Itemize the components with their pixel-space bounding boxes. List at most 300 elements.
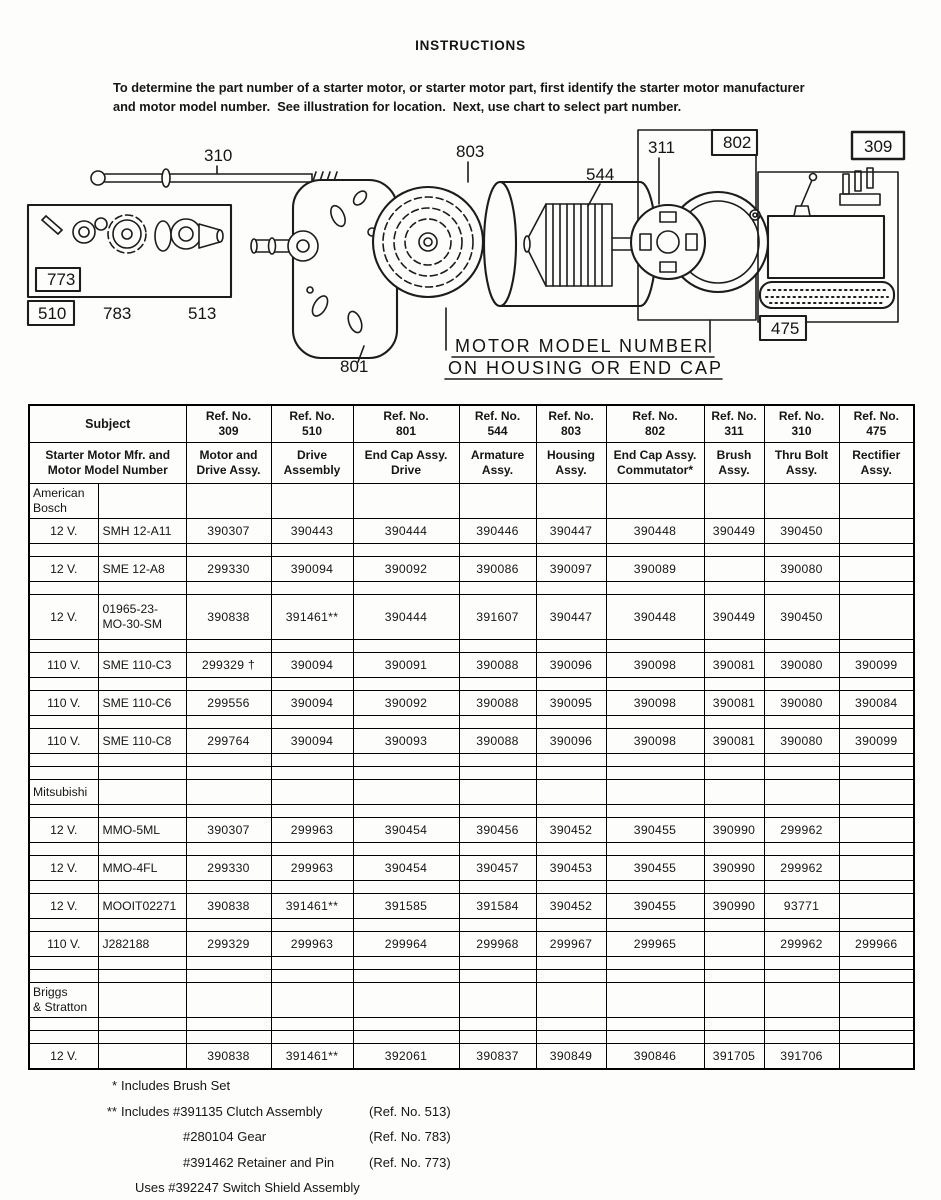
subject-subheader [29, 443, 186, 484]
table-cell [536, 780, 606, 805]
table-cell [271, 856, 353, 881]
spacer-cell [29, 970, 98, 983]
table-row [29, 818, 914, 843]
table-cell [271, 557, 353, 582]
callout-801: 801 [340, 357, 369, 376]
spacer-cell [186, 881, 271, 894]
cell-line: 390096 [549, 733, 593, 748]
table-cell [704, 818, 764, 843]
spacer-cell [271, 754, 353, 767]
spacer-cell [704, 919, 764, 932]
table-cell [606, 780, 704, 805]
cell-line: 390449 [712, 609, 756, 624]
table-cell [536, 983, 606, 1018]
table-cell [764, 932, 839, 957]
retainer-pin-drawing [42, 216, 62, 234]
callout-803: 803 [456, 142, 485, 161]
cell-line: 390081 [712, 733, 756, 748]
cell-line: 390452 [549, 898, 593, 913]
table-row [29, 519, 914, 544]
gear-drawing [108, 215, 146, 253]
table-cell [606, 484, 704, 519]
table-cell [271, 519, 353, 544]
table-cell [98, 780, 186, 805]
table-cell [271, 484, 353, 519]
manufacturer-label [29, 780, 98, 805]
cell-line: J282188 [102, 936, 150, 951]
cell-line: 391461** [285, 898, 339, 913]
table-cell [459, 983, 536, 1018]
spacer-cell [29, 957, 98, 970]
col-header-desc [536, 443, 606, 484]
table-cell [98, 557, 186, 582]
spacer-cell [353, 957, 459, 970]
spacer-cell [271, 716, 353, 729]
spacer-cell [459, 1018, 536, 1031]
spacer-cell [764, 970, 839, 983]
cell-line: 390088 [476, 657, 519, 672]
cell-line: 93771 [783, 898, 820, 913]
table-cell [606, 595, 704, 640]
spacer-cell [98, 805, 186, 818]
cell-line: 390447 [549, 523, 593, 538]
manufacturer-line: American [33, 486, 85, 500]
spacer-cell [459, 805, 536, 818]
table-cell [459, 595, 536, 640]
spacer-cell [186, 843, 271, 856]
spacer-cell [98, 957, 186, 970]
cell-line: 390448 [633, 523, 677, 538]
table-cell [764, 818, 839, 843]
table-cell [353, 484, 459, 519]
cell-line: 390849 [549, 1048, 593, 1063]
spacer-cell [353, 544, 459, 557]
table-cell [459, 780, 536, 805]
cell-line: 390450 [780, 523, 823, 538]
col-header-desc [606, 443, 704, 484]
group-row [29, 484, 914, 519]
intro-line-2: and motor model number. See illustration for location. Next, use chart to select part number. [113, 99, 682, 114]
cell-line: 391584 [476, 898, 519, 913]
table-cell [186, 983, 271, 1018]
cell-line: 390453 [549, 860, 593, 875]
spacer-cell [704, 754, 764, 767]
cell-line: 390088 [476, 695, 519, 710]
table-cell [29, 818, 98, 843]
spacer-cell [459, 1031, 536, 1044]
table-cell [98, 653, 186, 678]
spacer-cell [536, 970, 606, 983]
callout-475: 475 [771, 319, 800, 338]
spacer-cell [764, 716, 839, 729]
table-cell [353, 780, 459, 805]
desc-line: End Cap Assy. [613, 448, 697, 462]
cell-line: 299329 [207, 936, 250, 951]
spacer-cell [536, 919, 606, 932]
spacer-cell [606, 678, 704, 691]
table-cell [271, 932, 353, 957]
table-row [29, 653, 914, 678]
manufacturer-line: Briggs [33, 985, 68, 999]
callout-311: 311 [648, 138, 676, 157]
table-cell [764, 557, 839, 582]
spacer-cell [764, 919, 839, 932]
table-cell [704, 729, 764, 754]
spacer-cell [353, 970, 459, 983]
table-cell [606, 557, 704, 582]
spacer-cell [839, 767, 914, 780]
ref-label: Ref. No. [711, 409, 757, 423]
spacer-row [29, 582, 914, 595]
spacer-cell [536, 1031, 606, 1044]
spacer-cell [459, 754, 536, 767]
spacer-cell [459, 843, 536, 856]
spacer-cell [271, 678, 353, 691]
table-cell [29, 691, 98, 716]
table-cell [536, 557, 606, 582]
desc-line: Brush [716, 448, 752, 462]
spacer-cell [353, 881, 459, 894]
spacer-cell [186, 754, 271, 767]
table-cell [704, 983, 764, 1018]
callout-783: 783 [103, 304, 132, 323]
footnote-line [97, 1129, 617, 1155]
table-cell [536, 484, 606, 519]
table-cell [98, 484, 186, 519]
table-cell [271, 818, 353, 843]
table-row [29, 1044, 914, 1070]
table-cell [764, 484, 839, 519]
cell-line: 390098 [633, 733, 677, 748]
group-row [29, 780, 914, 805]
footnote-marker: ** [106, 1103, 117, 1119]
cell-line: 390080 [780, 733, 823, 748]
spacer-cell [98, 544, 186, 557]
cell-line: SME 110-C3 [102, 657, 172, 672]
table-cell [704, 856, 764, 881]
table-cell [839, 519, 914, 544]
intro-line-1: To determine the part number of a starter motor, or starter motor part, first identify the starter motor manufacturer [113, 80, 805, 95]
table-cell [98, 894, 186, 919]
table-cell [606, 932, 704, 957]
table-cell [704, 557, 764, 582]
spacer-cell [764, 767, 839, 780]
cell-line: 390444 [384, 609, 428, 624]
footnote-text: #280104 Gear [183, 1129, 267, 1145]
cell-line: 12 V. [50, 860, 78, 875]
table-cell [29, 856, 98, 881]
col-header-ref [271, 405, 353, 443]
cell-line: 110 V. [47, 733, 81, 748]
cell-line: 390096 [549, 657, 593, 672]
spacer-cell [704, 1031, 764, 1044]
table-cell [764, 1044, 839, 1070]
callout-513: 513 [188, 304, 217, 323]
cell-line: 12 V. [50, 1048, 78, 1063]
cell-line: 390091 [384, 657, 428, 672]
table-cell [271, 691, 353, 716]
table-cell [186, 595, 271, 640]
spacer-cell [536, 1018, 606, 1031]
cell-line: 390080 [780, 695, 823, 710]
cell-line: MOOIT02271 [102, 898, 177, 913]
spacer-cell [704, 970, 764, 983]
cell-line: 391607 [476, 609, 519, 624]
ref-number: 310 [791, 424, 812, 438]
drive-end-cap-drawing [251, 180, 397, 362]
cell-line: 390455 [633, 898, 677, 913]
table-cell [271, 894, 353, 919]
spacer-cell [704, 678, 764, 691]
col-header-desc [839, 443, 914, 484]
spacer-cell [98, 1031, 186, 1044]
group-row [29, 983, 914, 1018]
table-cell [353, 894, 459, 919]
ref-label: Ref. No. [205, 409, 252, 423]
table-cell [98, 932, 186, 957]
table-cell [459, 653, 536, 678]
spacer-cell [606, 919, 704, 932]
footnote-text: Uses #392247 Switch Shield Assembly [135, 1180, 360, 1196]
col-header-ref [606, 405, 704, 443]
table-cell [186, 653, 271, 678]
table-cell [459, 1044, 536, 1070]
table-header [29, 405, 914, 484]
table-cell [186, 856, 271, 881]
spacer-cell [606, 767, 704, 780]
cell-line: 390307 [207, 822, 250, 837]
table-cell [29, 557, 98, 582]
table-row [29, 932, 914, 957]
table-cell [704, 519, 764, 544]
spacer-cell [271, 544, 353, 557]
spacer-cell [839, 678, 914, 691]
desc-line: Rectifier [852, 448, 901, 462]
spacer-cell [271, 640, 353, 653]
table-cell [839, 557, 914, 582]
footnote-line [97, 1155, 617, 1181]
cell-line: MMO-4FL [102, 860, 158, 875]
cell-line: 299330 [207, 860, 250, 875]
table-cell [839, 484, 914, 519]
cell-line: 390449 [712, 523, 756, 538]
spacer-cell [98, 970, 186, 983]
table-cell [459, 932, 536, 957]
desc-line: Drive Assy. [196, 463, 261, 477]
table-cell [839, 729, 914, 754]
spacer-cell [536, 544, 606, 557]
spacer-cell [186, 640, 271, 653]
cell-line: 390846 [633, 1048, 677, 1063]
spacer-cell [764, 805, 839, 818]
spacer-cell [764, 640, 839, 653]
desc-line: Armature [470, 448, 525, 462]
desc-line: Assy. [481, 463, 514, 477]
table-cell [839, 780, 914, 805]
spacer-cell [606, 582, 704, 595]
spacer-cell [536, 640, 606, 653]
cell-line: 299962 [780, 822, 823, 837]
table-cell [353, 983, 459, 1018]
cell-line: 299966 [855, 936, 898, 951]
spacer-cell [353, 919, 459, 932]
desc-line: Thru Bolt [774, 448, 829, 462]
cell-line: 299968 [476, 936, 519, 951]
ref-label: Ref. No. [853, 409, 899, 423]
cell-line: 01965-23- [102, 602, 159, 616]
cell-line: 390455 [633, 860, 677, 875]
table-cell [29, 894, 98, 919]
table-cell [98, 856, 186, 881]
table-cell [536, 729, 606, 754]
table-cell [98, 595, 186, 640]
spacer-cell [839, 843, 914, 856]
desc-line: Drive [390, 463, 422, 477]
cell-line: 390837 [476, 1048, 519, 1063]
cell-line: 390094 [290, 695, 334, 710]
cell-line: 299965 [633, 936, 677, 951]
spacer-cell [353, 1018, 459, 1031]
cell-line: 390447 [549, 609, 593, 624]
spacer-cell [459, 919, 536, 932]
callout-773: 773 [47, 270, 76, 289]
cell-line: 299962 [780, 860, 823, 875]
spacer-cell [704, 640, 764, 653]
table-cell [606, 894, 704, 919]
table-cell [606, 856, 704, 881]
spacer-cell [536, 678, 606, 691]
footnote-line [97, 1078, 617, 1104]
spacer-cell [536, 716, 606, 729]
cell-line: 110 V. [47, 695, 81, 710]
callout-802: 802 [723, 133, 752, 152]
ref-number: 801 [395, 424, 417, 438]
cell-line: 390307 [207, 523, 250, 538]
col-header-ref [186, 405, 271, 443]
spacer-cell [459, 582, 536, 595]
cell-line: 390990 [712, 822, 756, 837]
spacer-cell [29, 640, 98, 653]
spacer-cell [704, 1018, 764, 1031]
spacer-cell [536, 881, 606, 894]
spacer-cell [459, 544, 536, 557]
spacer-cell [98, 767, 186, 780]
spacer-cell [839, 544, 914, 557]
exploded-parts-diagram [0, 120, 941, 405]
cell-line: 390443 [290, 523, 334, 538]
spacer-cell [29, 1018, 98, 1031]
table-cell [839, 932, 914, 957]
spacer-cell [606, 716, 704, 729]
spacer-cell [459, 716, 536, 729]
desc-line: Commutator* [616, 463, 693, 477]
spacer-cell [764, 678, 839, 691]
col-header-ref [704, 405, 764, 443]
cell-line: 390838 [207, 609, 250, 624]
table-cell [29, 595, 98, 640]
table-cell [764, 519, 839, 544]
spacer-cell [839, 1031, 914, 1044]
ref-number: 803 [560, 424, 582, 438]
table-cell [839, 653, 914, 678]
desc-line: Drive [296, 448, 328, 462]
table-row [29, 894, 914, 919]
manufacturer-label [29, 983, 98, 1018]
desc-line: Assy. [718, 463, 750, 477]
spacer-cell [186, 919, 271, 932]
cell-line: MO-30-SM [102, 617, 163, 631]
manufacturer-line: Mitsubishi [33, 784, 88, 799]
spacer-cell [271, 970, 353, 983]
spacer-row [29, 843, 914, 856]
cell-line: 391461** [285, 609, 339, 624]
spacer-cell [29, 919, 98, 932]
callout-310: 310 [204, 146, 233, 165]
col-header-desc [271, 443, 353, 484]
spacer-row [29, 919, 914, 932]
table-cell [29, 653, 98, 678]
cell-line: 390455 [633, 822, 677, 837]
spacer-cell [271, 919, 353, 932]
spacer-cell [839, 1018, 914, 1031]
table-cell [606, 729, 704, 754]
spacer-cell [29, 754, 98, 767]
spacer-cell [29, 805, 98, 818]
spacer-cell [271, 767, 353, 780]
spacer-cell [353, 767, 459, 780]
spacer-cell [271, 1031, 353, 1044]
col-header-ref [459, 405, 536, 443]
parts-table [28, 404, 915, 1070]
spacer-cell [98, 754, 186, 767]
ref-number: 309 [218, 424, 239, 438]
spacer-cell [839, 754, 914, 767]
clutch-assembly-drawing [155, 219, 223, 251]
footnote-ref: (Ref. No. 513) [369, 1103, 451, 1119]
spacer-cell [186, 678, 271, 691]
armature-drawing [524, 184, 649, 286]
table-cell [459, 729, 536, 754]
table-cell [839, 1044, 914, 1070]
footnote-line [97, 1104, 617, 1130]
spacer-cell [459, 767, 536, 780]
cell-line: 390098 [633, 657, 677, 672]
spacer-cell [839, 919, 914, 932]
ref-label: Ref. No. [778, 409, 825, 423]
spacer-cell [353, 805, 459, 818]
table-cell [186, 932, 271, 957]
spacer-cell [704, 767, 764, 780]
spacer-cell [704, 881, 764, 894]
footnote-ref: (Ref. No. 783) [369, 1129, 451, 1145]
cell-line: 390092 [384, 695, 428, 710]
table-row [29, 729, 914, 754]
spacer-cell [353, 582, 459, 595]
desc-line: Assy. [860, 463, 892, 477]
cell-line: 391461** [285, 1048, 339, 1063]
cell-line: 390080 [780, 561, 823, 576]
table-cell [704, 932, 764, 957]
cell-line: 299963 [290, 822, 334, 837]
cell-line: 390446 [476, 523, 519, 538]
table-cell [764, 780, 839, 805]
spacer-cell [459, 970, 536, 983]
col-header-ref [764, 405, 839, 443]
cell-line: 299967 [549, 936, 593, 951]
table-cell [29, 1044, 98, 1070]
spacer-row [29, 716, 914, 729]
spacer-row [29, 1031, 914, 1044]
